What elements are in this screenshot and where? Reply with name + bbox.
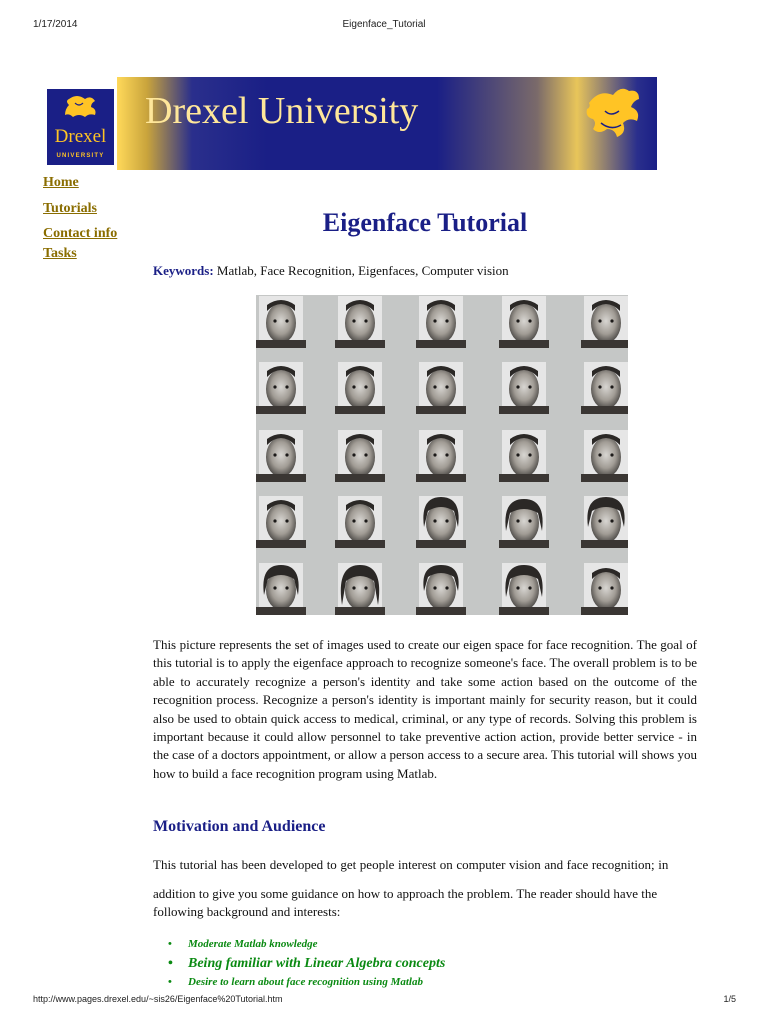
motivation-paragraph-2: addition to give you some guidance on how to approach the problem. The reader should have the following background and interests: bbox=[153, 886, 658, 920]
logo-subword: UNIVERSITY bbox=[56, 153, 105, 159]
face-image-grid bbox=[256, 295, 628, 615]
banner-title: Drexel University bbox=[145, 90, 419, 132]
intro-paragraph: This picture represents the set of images used to create our eigen space for face recognition. The goal of this tutorial is to apply the eigenface approach to recognize someone's face. The overall problem is to be able to accurately recognize a person's identity and take some action based on the outcome of the recognition process. Recognize a person's identity is important mainly for security reason, but it could also be used to obtain quick access to medical, criminal, or any type of records. Solving this problem is important because it could allow personnel to take preventive action action, provide better service - in the case of a doctors appointment, or allow a person access to a secure area. This tutorial will shows you how to build a face recognition program using Matlab. bbox=[153, 637, 697, 781]
keywords-text: Matlab, Face Recognition, Eigenfaces, Computer vision bbox=[213, 263, 509, 278]
nav-home-link[interactable]: Home bbox=[43, 175, 79, 190]
drexel-logo[interactable] bbox=[47, 89, 114, 165]
keywords-line bbox=[153, 263, 509, 279]
print-url: http://www.pages.drexel.edu/~sis26/Eigenface%20Tutorial.htm bbox=[33, 994, 283, 1004]
print-date: 1/17/2014 bbox=[33, 19, 78, 30]
face-set-image bbox=[256, 295, 628, 615]
print-page-number: 1/5 bbox=[723, 994, 736, 1004]
university-banner bbox=[117, 77, 657, 170]
nav-tasks-link[interactable]: Tasks bbox=[43, 246, 77, 261]
nav-tutorials-link[interactable]: Tutorials bbox=[43, 201, 97, 216]
logo-word: Drexel bbox=[54, 126, 107, 147]
nav-contact-link[interactable]: Contact info bbox=[43, 226, 118, 241]
motivation-paragraph-1: This tutorial has been developed to get people interest on computer vision and face recognition; in bbox=[153, 857, 669, 872]
page-title: Eigenface Tutorial bbox=[322, 208, 528, 237]
keywords-label: Keywords: bbox=[153, 263, 214, 278]
motivation-heading: Motivation and Audience bbox=[153, 818, 326, 835]
dragon-icon bbox=[579, 83, 649, 163]
print-title: Eigenface_Tutorial bbox=[342, 19, 426, 30]
